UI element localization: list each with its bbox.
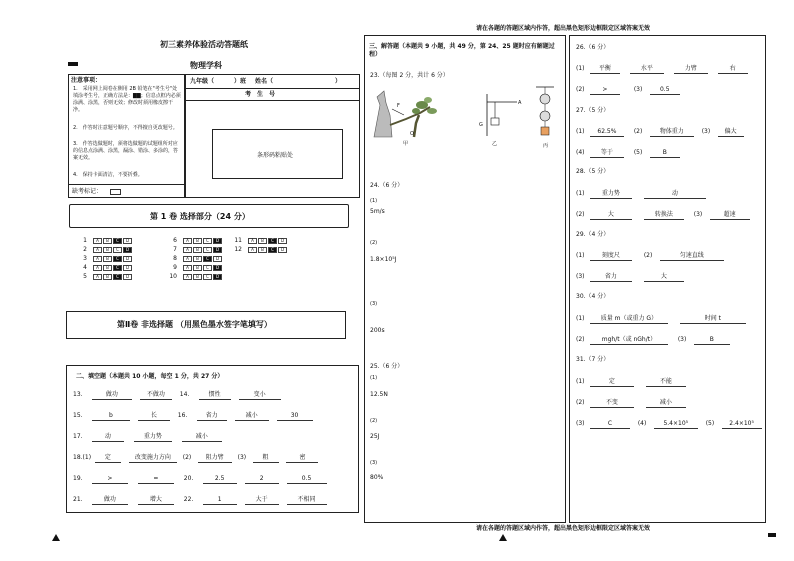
q18-a1: 定 [95,453,121,463]
mcq-number: 5 [83,273,87,280]
q29-p2: (2) [643,252,653,259]
mcq-bubble-b[interactable]: B [193,256,202,262]
fig-letter-g: G [479,122,483,128]
mcq-bubble-d[interactable]: D [123,256,132,262]
mcq-bubble-c[interactable]: C [113,256,122,262]
fig-label-bing: 丙 [543,143,549,149]
q18-a2: 改变施力方向 [129,453,177,463]
absent-label: 缺考标记： [72,188,103,195]
grade-open: 九年级（ [190,78,215,85]
q31-p1: (1) [576,378,585,385]
q31-a6: 5.4×10⁵ [654,419,698,429]
q20-a3: 0.5 [287,474,327,484]
q25-a1: 12.5N [370,391,388,398]
mcq-number: 10 [169,273,177,280]
pulley-2 [540,111,550,121]
mcq-bubble-b[interactable]: B [103,265,112,271]
q26-a6: 0.5 [650,85,680,95]
mcq-number: 2 [83,246,87,253]
q20-a2: 2 [245,474,279,484]
figure-yi [475,92,525,140]
q20-a1: 2.5 [203,474,237,484]
q28-a1: 重力势 [590,189,632,199]
q27-p3: (3) [701,128,711,135]
mcq-bubble-d[interactable]: D [278,238,287,244]
q26-p1: (1) [576,65,585,72]
q29-a3: 省力 [590,272,632,282]
absent-box[interactable] [110,189,121,195]
mcq-bubble-d[interactable]: D [123,265,132,271]
q17-a1: 动 [92,432,124,442]
name-field [255,78,341,86]
load-box [541,127,549,135]
q26-row-1 [576,64,748,74]
mcq-number: 11 [234,237,242,244]
fig-label-jia: 甲 [403,141,409,147]
barcode-label: 条形码粘贴处 [257,152,294,159]
note-item-3: 3. 作答选做题时，须将选做题的试题组所对应的信息点涂满、涂黑，漏涂、错涂、多涂的，答案无效。 [73,141,179,161]
mcq-bubble-d[interactable]: D [213,247,222,253]
q21-a1: 做功 [92,495,128,505]
q30-title: 30.（4 分） [576,293,610,300]
q28-a4: 转换法 [644,210,684,220]
mcq-number: 6 [173,237,177,244]
mcq-bubble-a[interactable]: A [93,274,102,280]
q24-a2: 1.8×10⁵J [370,256,397,263]
q13-a1: 做功 [92,390,132,400]
mcq-bubble-d[interactable]: D [213,238,222,244]
mcq-bubble-a[interactable]: A [183,256,192,262]
mcq-bubble-a[interactable]: A [183,238,192,244]
q30-p3: (3) [677,336,687,343]
note-item-2: 2. 作答时注意题号顺序，不得擅自更改题号。 [73,125,178,131]
fig-letter-f: F [397,103,400,109]
q30-p2: (2) [576,336,585,343]
q27-row-1 [576,127,744,137]
mcq-bubble-b[interactable]: B [193,265,202,271]
mcq-bubble-b[interactable]: B [258,247,267,253]
mcq-row [168,255,223,263]
mcq-number: 3 [83,255,87,262]
q16-a1: 省力 [197,411,227,421]
mcq-bubble-d[interactable]: D [278,247,287,253]
q28-row-2 [576,210,750,220]
q31-p3: (3) [576,420,585,427]
leaf-4 [424,97,432,103]
q13-num: 13. [73,391,83,398]
q26-a3: 力臂 [674,64,708,74]
q31-a3: 不变 [590,398,634,408]
q29-p1: (1) [576,252,585,259]
fig-label-yi: 乙 [492,141,498,147]
q31-row-2 [576,398,686,408]
section2-title: 第Ⅱ卷 非选择题 （用黑色墨水签字笔填写） [117,320,272,329]
leaf-2 [427,108,437,114]
figure-jia [372,85,442,140]
mcq-bubble-a[interactable]: A [183,274,192,280]
q21-num: 21. [73,496,83,503]
q25-p3: (3) [370,460,378,466]
fill-row-17 [73,432,222,442]
q27-p2: (2) [633,128,643,135]
mcq-row [168,264,223,272]
mcq-bubble-c[interactable]: C [268,247,277,253]
q31-a4: 减小 [646,398,686,408]
fill-row-18 [73,453,318,463]
q28-p1: (1) [576,190,585,197]
mcq-bubble-b[interactable]: B [193,274,202,280]
mcq-bubble-d[interactable]: D [213,256,222,262]
q28-p3: (3) [693,211,703,218]
mcq-number: 8 [173,255,177,262]
q18-a4: 粗 [253,453,279,463]
q26-a4: 右 [718,64,748,74]
mcq-bubble-c[interactable]: C [203,247,212,253]
fill-row-13 [73,390,281,400]
q14-num: 14. [179,391,190,398]
mcq-number: 7 [173,246,177,253]
q24-p2: (2) [370,240,378,246]
force-arrow [392,109,404,115]
q14-a1: 惯性 [199,390,231,400]
mcq-bubble-c[interactable]: C [113,238,122,244]
q23-title: 23.（每图 2 分，共计 6 分） [370,72,449,79]
q31-p5: (5) [705,420,715,427]
q28-title: 28.（5 分） [576,168,610,175]
q24-a3: 200s [370,327,385,334]
q29-a4: 大 [644,272,684,282]
mcq-row [233,237,288,245]
mcq-number: 12 [234,246,242,253]
mcq-row [233,246,288,254]
info-divider-1 [185,88,360,89]
mcq-row [78,255,133,263]
name-close: ） [335,78,342,85]
notes-divider [68,184,185,185]
q28-a3: 大 [590,210,632,220]
q27-title: 27.（5 分） [576,107,610,114]
q29-row-1 [576,251,724,261]
mcq-bubble-a[interactable]: A [248,247,257,253]
q29-p3: (3) [576,273,585,280]
mcq-bubble-b[interactable]: B [193,238,202,244]
mcq-bubble-b[interactable]: B [103,274,112,280]
q25-a2: 25J [370,433,380,440]
q16-a2: 减小 [235,411,269,421]
q15-a1: b [92,411,130,421]
sheet-title: 初三素养体验活动答题纸 [160,40,248,49]
mcq-bubble-b[interactable]: B [103,256,112,262]
section1-title: 第 1 卷 选择部分（24 分） [150,212,250,221]
q19-num: 19. [73,475,83,482]
q25-p2: (2) [370,418,378,424]
fill-row-21 [73,495,327,505]
mcq-bubble-b[interactable]: B [258,238,267,244]
triangle-marker-left [52,534,60,541]
q21-a2: 增大 [138,495,174,505]
note-item-1: 1. 采用网上阅卷在侧用 2B 铅笔在"考生号"处填涂考生号，正确方法是：▇▇；信息点框内必须涂满、涂黑，否则无效；修改时须用橡皮擦干净。 [73,86,181,113]
q25-title: 25.（6 分） [370,363,404,370]
mcq-bubble-b[interactable]: B [193,247,202,253]
info-divider-2 [185,100,360,101]
q18-a3: 阻力臂 [198,453,232,463]
mcq-number: 1 [83,237,87,244]
q27-a1: 62.5% [590,127,624,137]
q22-a3: 不相同 [287,495,327,505]
mcq-row [168,273,223,281]
q22-a2: 大于 [245,495,279,505]
q31-row-1 [576,377,686,387]
q27-a2: 物体重力 [650,127,694,137]
name-label: 姓名（ [255,78,274,85]
trunk-shape [414,115,419,137]
mcq-bubble-a[interactable]: A [93,238,102,244]
mcq-bubble-a[interactable]: A [93,256,102,262]
q26-row-2 [576,85,680,95]
fig-letter-a: A [518,100,522,106]
mcq-bubble-a[interactable]: A [93,247,102,253]
q16-a3: 30 [277,411,313,421]
q26-title: 26.（6 分） [576,44,610,51]
bottom-notice: 请在各题的答题区域内作答，超出黑色矩形边框限定区域答案无效 [476,525,651,532]
q24-a1: 5m/s [370,208,385,215]
q24-p1: (1) [370,198,378,204]
q30-row-1 [576,314,746,324]
mcq-row [78,264,133,272]
q31-title: 31.（7 分） [576,356,610,363]
q27-p5: (5) [633,149,643,156]
q31-p2: (2) [576,399,585,406]
q18-a5: 密 [286,453,318,463]
q26-a1: 平衡 [590,64,620,74]
mcq-bubble-c[interactable]: C [113,265,122,271]
grade-label [190,78,246,86]
q18-num: 18.(1) [73,454,92,461]
mcq-bubble-c[interactable]: C [268,238,277,244]
q30-a4: B [694,335,730,345]
pulley-1 [540,94,550,104]
mcq-row [78,273,133,281]
q31-p4: (4) [637,420,647,427]
q30-a2: 时间 t [680,314,746,324]
figure-bing [534,84,556,142]
q31-a5: C [590,419,630,429]
mcq-bubble-a[interactable]: A [183,265,192,271]
mcq-bubble-c[interactable]: C [203,256,212,262]
mcq-bubble-c[interactable]: C [203,238,212,244]
class-label: ）班 [234,78,247,85]
q28-a5: 超速 [710,210,750,220]
leaf-3 [412,108,420,114]
solve-title: 三、解答题（本题共 9 小题，共 49 分，第 24、25 题时应有解题过程） [369,43,555,58]
exam-no-label: 考 生 号 [245,91,276,98]
q28-row-1 [576,189,706,199]
q20-num: 20. [183,475,194,482]
q15-a2: 长 [138,411,170,421]
mcq-row [78,246,133,254]
q27-p4: (4) [576,149,585,156]
triangle-marker-mid [499,534,507,541]
q31-row-3 [576,419,762,429]
mcq-bubble-c[interactable]: C [113,247,122,253]
q18-p3: (3) [237,454,247,461]
marker-block [68,62,78,66]
q19-a1: > [92,474,128,484]
fig-letter-o: O [410,131,414,137]
q24-p3: (3) [370,301,378,307]
q18-p2: (2) [182,454,192,461]
q15-num: 15. [73,412,83,419]
mcq-number: 9 [173,264,177,271]
marker-block-right [768,533,776,537]
q25-a3: 80% [370,474,384,481]
mcq-bubble-b[interactable]: B [103,238,112,244]
q29-title: 29.（4 分） [576,231,610,238]
top-notice: 请在各题的答题区域内作答，超出黑色矩形边框限定区域答案无效 [476,25,651,32]
q28-p2: (2) [576,211,585,218]
subject-title: 物理学科 [190,61,222,70]
q31-a7: 2.4×10⁵ [722,419,762,429]
q31-a1: 定 [590,377,634,387]
q27-row-2 [576,148,680,158]
q17-a2: 重力势 [134,432,172,442]
q19-a2: = [138,474,174,484]
mcq-bubble-a[interactable]: A [183,247,192,253]
mcq-number: 4 [83,264,87,271]
mcq-bubble-a[interactable]: A [93,265,102,271]
notes-title: 注意事项： [71,77,102,84]
mcq-bubble-c[interactable]: C [113,274,122,280]
note-item-4: 4. 保持卡面清洁，不要折叠。 [73,172,143,178]
branch-shape [390,107,430,125]
q30-a1: 质量 m（或重力 G） [590,314,668,324]
q14-a2: 变小 [239,390,281,400]
mcq-bubble-c[interactable]: C [203,274,212,280]
q17-a3: 减小 [182,432,222,442]
mcq-row [78,237,133,245]
mcq-bubble-c[interactable]: C [203,265,212,271]
q27-a5: B [650,148,680,158]
mcq-bubble-d[interactable]: D [213,274,222,280]
weight-box [491,118,499,125]
mcq-bubble-d[interactable]: D [213,265,222,271]
q16-num: 16. [177,412,188,419]
q31-a2: 不能 [646,377,686,387]
q24-title: 24.（6 分） [370,182,404,189]
q29-a1: 刻度尺 [590,251,632,261]
q13-a2: 不做功 [140,390,172,400]
mcq-bubble-b[interactable]: B [103,247,112,253]
q25-p1: (1) [370,375,378,381]
fill-row-15 [73,411,313,421]
q26-a5: > [590,85,620,95]
q27-a4: 等于 [590,148,624,158]
mcq-row [168,246,223,254]
q30-a3: mgh/t（或 nGh/t） [590,335,668,345]
mcq-row [168,237,223,245]
q26-p2: (2) [576,86,585,93]
mcq-bubble-d[interactable]: D [123,274,132,280]
q29-a2: 匀速直线 [660,251,724,261]
rock-shape [374,91,392,137]
q26-p3: (3) [633,86,643,93]
q22-num: 22. [183,496,194,503]
q30-row-2 [576,335,730,345]
fill-title: 二、填空题（本题共 10 小题，每空 1 分，共 27 分） [76,373,224,380]
q27-a3: 偏大 [718,127,744,137]
q26-a2: 水平 [630,64,664,74]
mcq-bubble-d[interactable]: D [123,247,132,253]
q27-p1: (1) [576,128,585,135]
q29-row-2 [576,272,684,282]
q28-a2: 动 [644,189,706,199]
mcq-bubble-d[interactable]: D [123,238,132,244]
fill-row-19 [73,474,327,484]
q17-num: 17. [73,433,83,440]
q30-p1: (1) [576,315,585,322]
q22-a1: 1 [203,495,237,505]
mcq-bubble-a[interactable]: A [248,238,257,244]
